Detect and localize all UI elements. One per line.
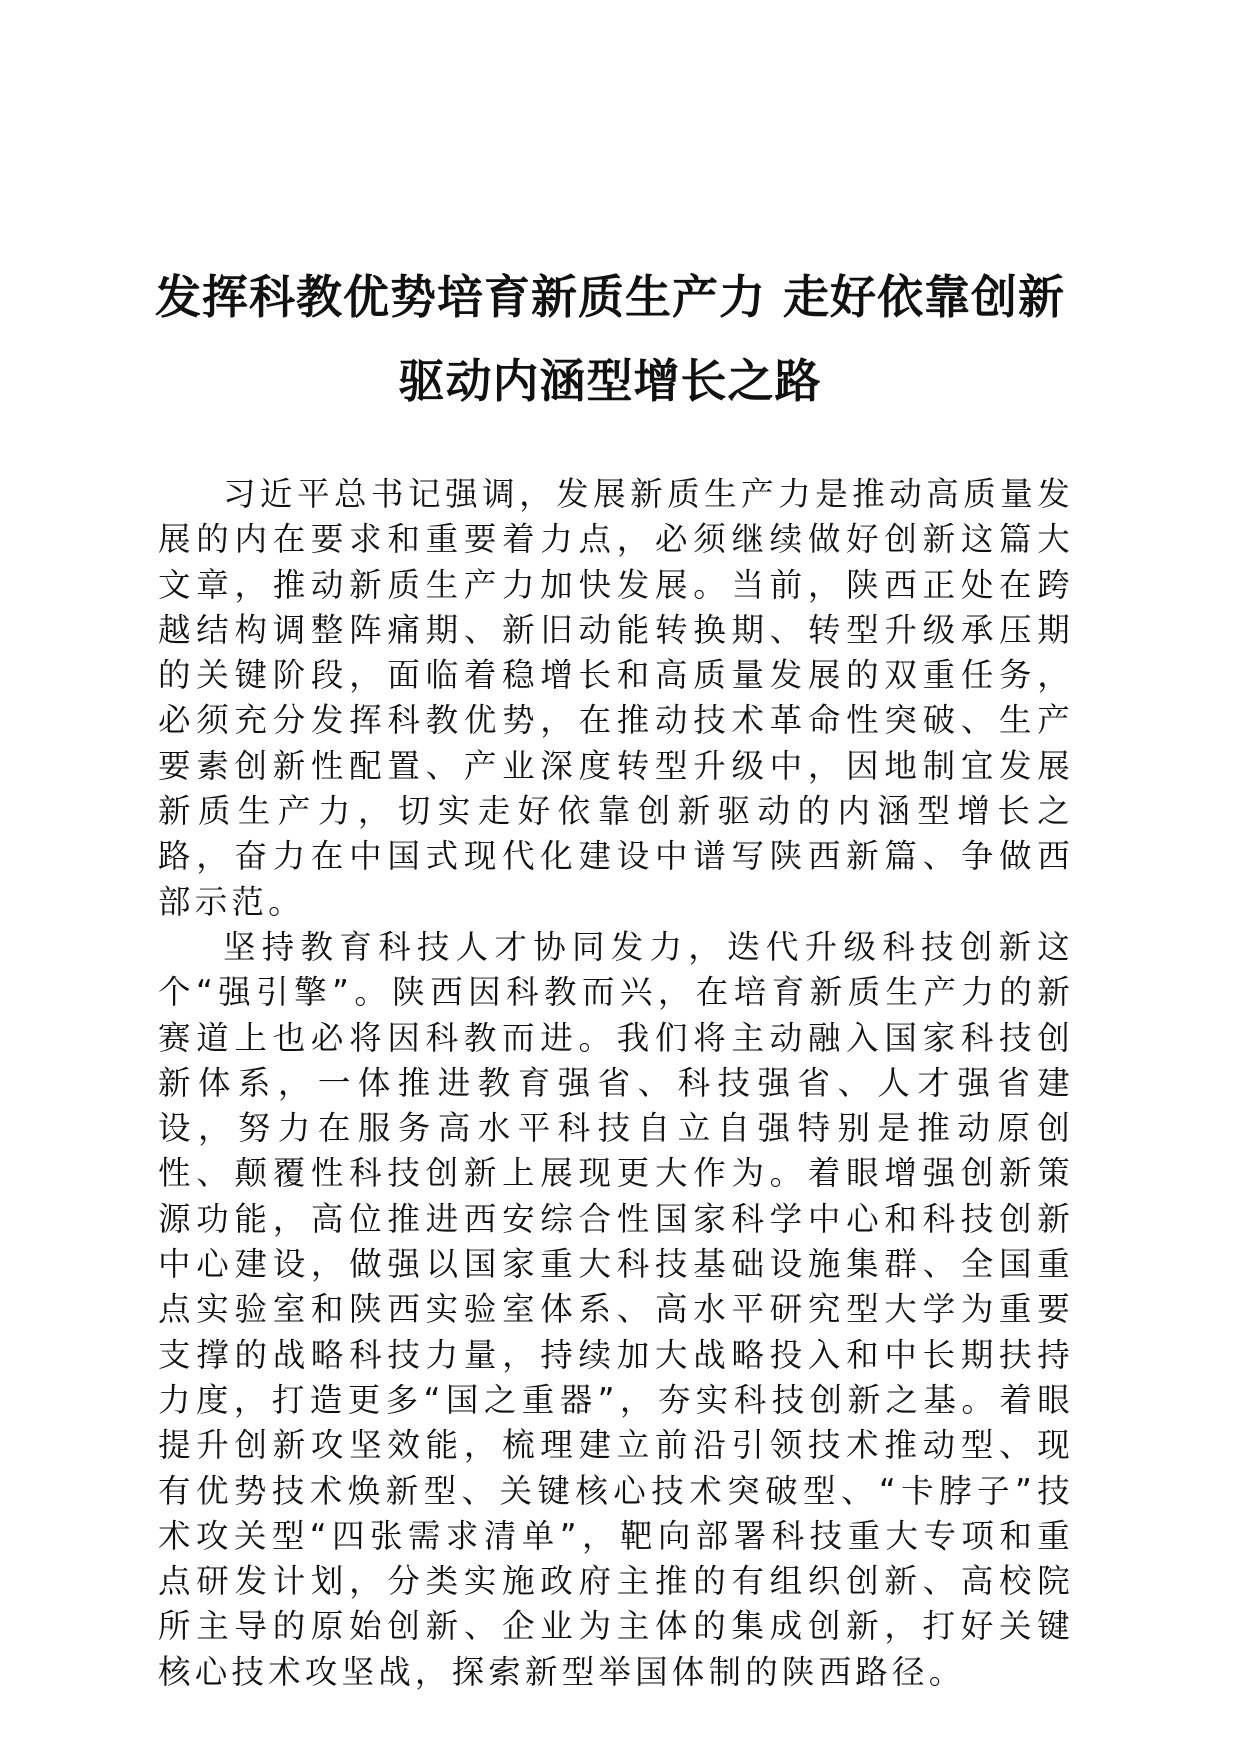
paragraph: 坚持教育科技人才协同发力，迭代升级科技创新这个“强引擎”。陕西因科教而兴，在培育新质生产力的新赛道上也必将因科教而进。我们将主动融入国家科技创新体系，一体推进教育强省、科技强省、人才强省建设，努力在服务高水平科技自立自强特别是推动原创性、颠覆性科技创新上展现更大作为。着眼增强创新策源功能，高位推进西安综合性国家科学中心和科技创新中心建设，做强以国家重大科技基础设施集群、全国重点实验室和陕西实验室体系、高水平研究型大学为重要支撑的战略科技力量，持续加大战略投入和中长期扶持力度，打造更多“国之重器”，夯实科技创新之基。着眼提升创新攻坚效能，梳理建立前沿引领技术推动型、现有优势技术焕新型、关键核心技术突破型、“卡脖子”技术攻关型“四张需求清单”，靶向部署科技重大专项和重点研发计划，分类实施政府主推的有组织创新、高校院所主导的原始创新、企业为主体的集成创新，打好关键核心技术攻坚战，探索新型举国体制的陕西路径。: [158, 927, 1074, 1691]
document-body: [158, 472, 1074, 1695]
paragraph: 习近平总书记强调，发展新质生产力是推动高质量发展的内在要求和重要着力点，必须继续做好创新这篇大文章，推动新质生产力加快发展。当前，陕西正处在跨越结构调整阵痛期、新旧动能转换期、转型升级承压期的关键阶段，面临着稳增长和高质量发展的双重任务，必须充分发挥科教优势，在推动技术革命性突破、生产要素创新性配置、产业深度转型升级中，因地制宜发展新质生产力，切实走好依靠创新驱动的内涵型增长之路，奋力在中国式现代化建设中谱写陕西新篇、争做西部示范。: [158, 475, 1074, 921]
title-line-2: 驱动内涵型增长之路: [398, 353, 822, 408]
document-title: [150, 255, 1070, 423]
title-line-1: 发挥科教优势培育新质生产力 走好依靠创新: [154, 269, 1065, 324]
